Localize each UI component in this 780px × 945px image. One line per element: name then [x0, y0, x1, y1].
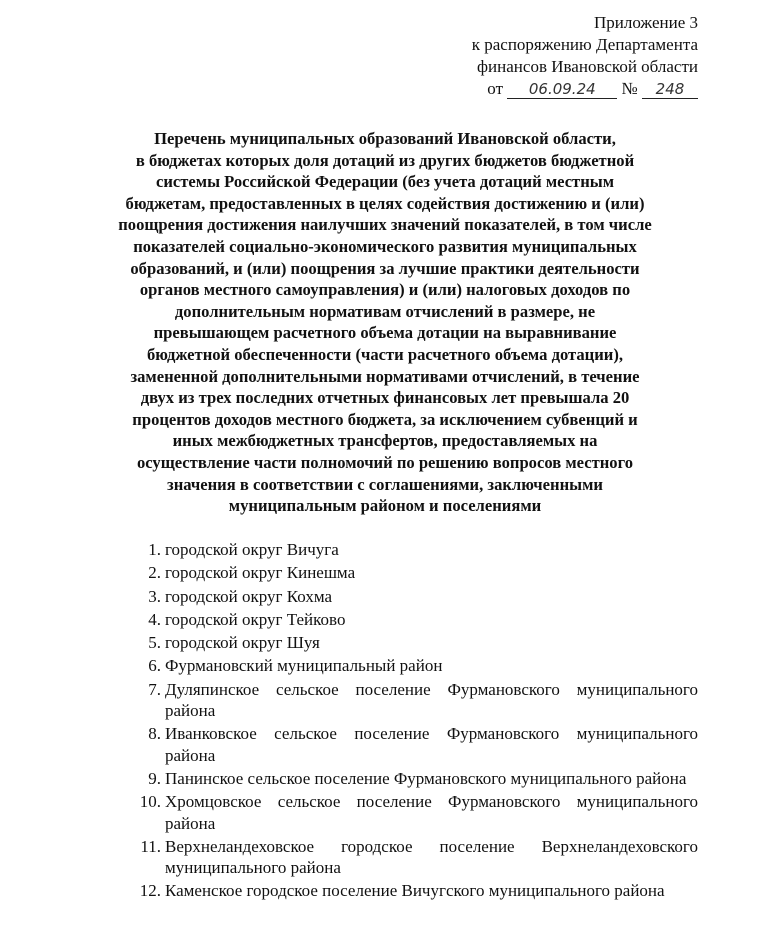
list-item-text: Панинское сельское поселение Фурмановского муниципального района: [165, 768, 687, 788]
list-item-number: 7.: [148, 679, 161, 699]
annex-department-line: финансов Ивановской области: [477, 57, 698, 76]
title-line: показателей социально-экономического развития муниципальных: [133, 236, 637, 256]
list-item-number: 8.: [148, 724, 161, 744]
list-item: [128, 655, 698, 676]
list-item: [128, 723, 698, 766]
title-line: превышающем расчетного объема дотации на выравнивание: [153, 323, 617, 343]
list-item-number: 5.: [148, 633, 161, 653]
title-line: Перечень муниципальных образований Ивановской области,: [154, 129, 616, 148]
list-item: [128, 609, 698, 630]
document-title: [85, 128, 685, 517]
title-line: замененной дополнительными нормативами отчислений, в течение: [130, 366, 640, 386]
title-line: двух из трех последних отчетных финансовых лет превышала 20: [140, 388, 630, 408]
list-item-text: Каменское городское поселение Вичугского муниципального района: [165, 881, 665, 901]
list-item: [128, 632, 698, 653]
title-line: процентов доходов местного бюджета, за исключением субвенций и: [132, 409, 638, 429]
list-item-text: городской округ Кинешма: [165, 563, 356, 583]
list-item-number: 1.: [148, 540, 161, 559]
annex-header: [472, 12, 698, 100]
list-item-number: 11.: [140, 836, 161, 856]
list-item-text: Верхнеландеховское городское поселение Верхнеландеховского муниципального района: [165, 836, 698, 878]
list-item: [128, 768, 698, 789]
title-line: системы Российской Федерации (без учета дотаций местным: [155, 172, 615, 192]
list-item-text: Иванковское сельское поселение Фурмановского муниципального района: [165, 724, 698, 765]
list-item-number: 9.: [148, 768, 161, 788]
list-item-number: 12.: [139, 881, 161, 901]
list-item: [128, 791, 698, 834]
list-item: [128, 679, 698, 722]
annex-title: Приложение 3: [594, 13, 698, 32]
title-line: бюджетам, предоставленных в целях содействия достижению и (или): [125, 193, 645, 213]
title-line: поощрения достижения наилучших значений показателей, в том числе: [118, 215, 652, 235]
list-item: [128, 836, 698, 879]
list-item-text: городской округ Вичуга: [165, 540, 339, 559]
list-item: [128, 539, 698, 560]
handwritten-number: 248: [642, 80, 698, 99]
title-line: осуществление части полномочий по решению вопросов местного: [136, 452, 633, 472]
list-item: [128, 586, 698, 607]
list-item-number: 2.: [148, 563, 161, 583]
title-line: органов местного самоуправления) и (или) налоговых доходов по: [139, 280, 631, 300]
number-sign: №: [621, 79, 638, 98]
date-prefix: от: [487, 79, 504, 98]
list-item-text: Фурмановский муниципальный район: [165, 656, 443, 676]
annex-date-number-line: [472, 78, 698, 100]
list-item-number: 10.: [139, 792, 161, 812]
title-line: иных межбюджетных трансфертов, предоставляемых на: [172, 431, 598, 451]
title-line: образований, и (или) поощрения за лучшие практики деятельности: [130, 258, 640, 278]
list-item-number: 4.: [148, 609, 161, 629]
title-line: муниципальным районом и поселениями: [228, 496, 542, 516]
list-item-number: 6.: [148, 656, 161, 676]
list-item-text: Дуляпинское сельское поселение Фурмановского муниципального района: [165, 679, 698, 721]
list-item: [128, 880, 698, 901]
title-line: в бюджетах которых доля дотаций из других бюджетов бюджетной: [135, 150, 635, 170]
list-item: [128, 562, 698, 583]
title-line: бюджетной обеспеченности (части расчетного объема дотации),: [146, 344, 624, 364]
title-line: дополнительным нормативам отчислений в размере, не: [174, 301, 596, 321]
list-item-text: городской округ Шуя: [165, 633, 320, 653]
municipality-list: [128, 539, 698, 904]
list-item-text: городской округ Тейково: [165, 609, 346, 629]
list-item-number: 3.: [148, 586, 161, 606]
list-item-text: городской округ Кохма: [165, 586, 333, 606]
title-line: значения в соответствии с соглашениями, заключенными: [167, 474, 603, 494]
list-item-text: Хромцовское сельское поселение Фурмановского муниципального района: [165, 792, 698, 833]
handwritten-date: 06.09.24: [507, 80, 617, 99]
annex-order-line: к распоряжению Департамента: [471, 35, 698, 54]
